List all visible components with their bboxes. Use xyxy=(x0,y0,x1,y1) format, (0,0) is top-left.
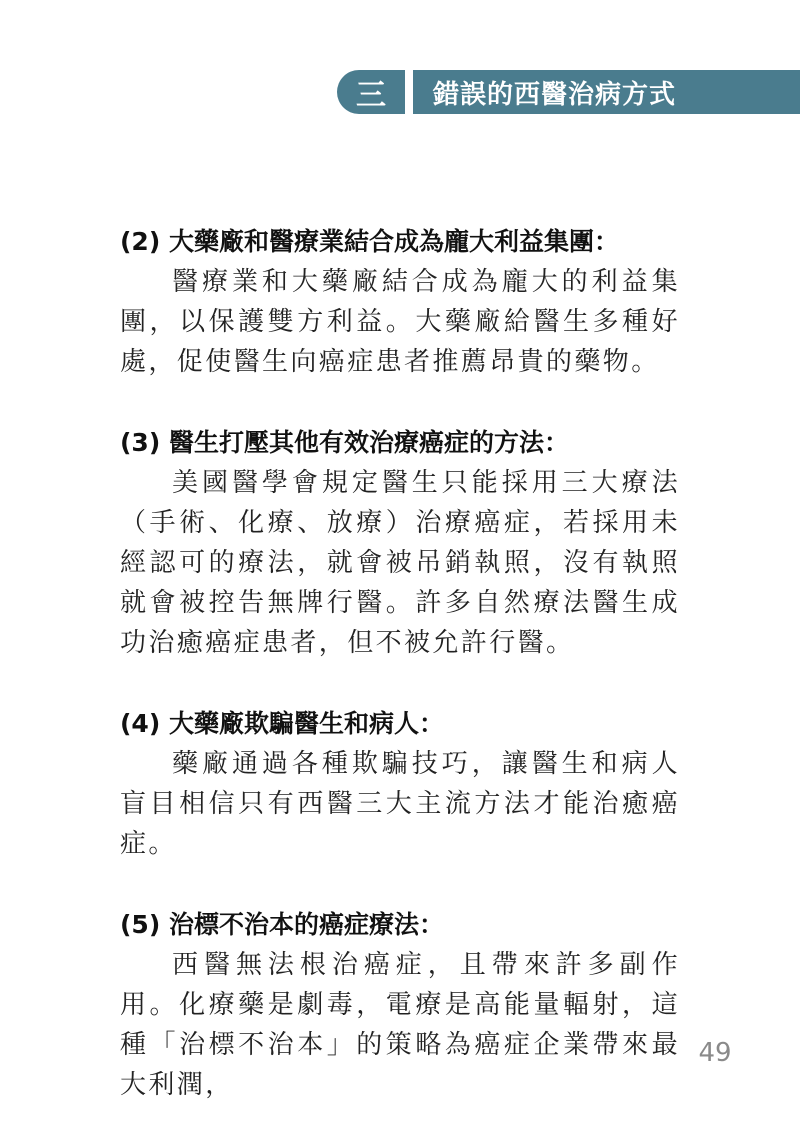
chapter-header-divider xyxy=(405,70,413,114)
section-heading: (3) 醫生打壓其他有效治療癌症的方法： xyxy=(120,428,569,457)
section-heading: (2) 大藥廠和醫療業結合成為龐大利益集團： xyxy=(120,227,619,256)
section-paragraph: 藥廠通過各種欺騙技巧，讓醫生和病人盲目相信只有西醫三大主流方法才能治癒癌症。 xyxy=(120,749,680,859)
section-paragraph: 美國醫學會規定醫生只能採用三大療法（手術、化療、放療）治療癌症，若採用未經認可的療法，就會被吊銷執照，沒有執照就會被控告無牌行醫。許多自然療法醫生成功治癒癌症患者，但不被允許行醫。 xyxy=(120,468,680,658)
section-heading: (5) 治標不治本的癌症療法： xyxy=(120,910,444,939)
section-4 xyxy=(120,704,680,864)
page-content xyxy=(120,222,680,1146)
page-number: 49 xyxy=(698,1038,732,1068)
section-2 xyxy=(120,222,680,382)
section-5 xyxy=(120,905,680,1105)
section-paragraph: 西醫無法根治癌症，且帶來許多副作用。化療藥是劇毒，電療是高能量輻射，這種「治標不治本」的策略為癌症企業帶來最大利潤， xyxy=(120,950,680,1100)
chapter-header xyxy=(337,70,800,114)
chapter-title: 錯誤的西醫治病方式 xyxy=(413,70,800,114)
section-paragraph: 醫療業和大藥廠結合成為龐大的利益集團，以保護雙方利益。大藥廠給醫生多種好處，促使醫生向癌症患者推薦昂貴的藥物。 xyxy=(120,267,680,377)
chapter-number: 三 xyxy=(337,70,405,114)
section-3 xyxy=(120,423,680,663)
section-heading: (4) 大藥廠欺騙醫生和病人： xyxy=(120,709,444,738)
